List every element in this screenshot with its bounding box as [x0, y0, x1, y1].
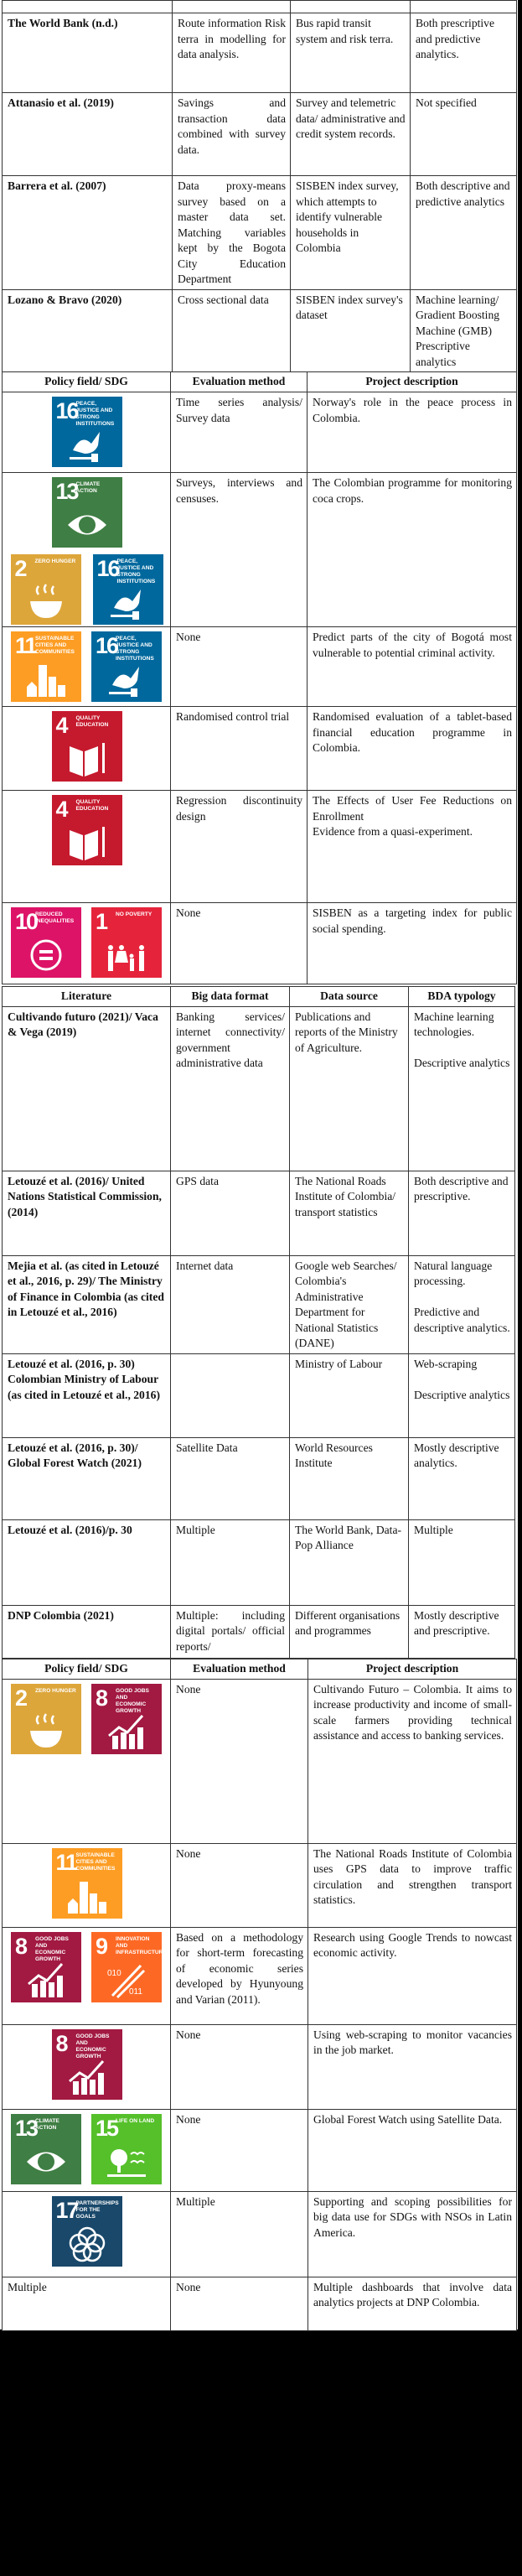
- format-cell: GPS data: [171, 1171, 290, 1255]
- description-cell: Predict parts of the city of Bogotá most vulnerable to potential criminal activity.: [308, 627, 517, 707]
- table-row: [3, 1255, 515, 1353]
- sdg-8-badge: [52, 2029, 122, 2100]
- method-cell: None: [171, 2024, 308, 2109]
- table-row: [3, 791, 517, 903]
- sdg-number: 17: [55, 2197, 78, 2223]
- table-row: [3, 1006, 515, 1171]
- literature-cell: Letouzé et al. (2016, p. 30) Colombian Ministry of Labour (as cited in Letouzé et al., 2016): [3, 1353, 171, 1437]
- sdg-title: LIFE ON LAND: [116, 2117, 155, 2124]
- table-row: [3, 473, 517, 627]
- table-row: [3, 1843, 517, 1927]
- policy-field-text: Multiple: [3, 2277, 171, 2330]
- typology-cell: Not specified: [411, 93, 517, 176]
- sdg-number: 9: [96, 1933, 107, 1959]
- table-row: [3, 1, 517, 13]
- sdg-title: GOOD JOBS AND ECONOMIC GROWTH: [35, 1935, 69, 1962]
- sdg-number: 2: [15, 1685, 27, 1711]
- sdg-1-badge: [91, 907, 162, 978]
- sdg-2-badge: [11, 1684, 81, 1754]
- literature-cell: Mejia et al. (as cited in Letouzé et al., 2016, p. 29)/ The Ministry of Finance in Colombia (as cited in Letouzé et al., 2016): [3, 1255, 171, 1353]
- description-cell: The National Roads Institute of Colombia uses GPS data to improve traffic circulation and strengthen transport statistics.: [308, 1843, 517, 1927]
- sdg-number: 16: [96, 556, 119, 581]
- sdg-icon-group: [8, 2112, 166, 2184]
- sdg-number: 4: [55, 713, 67, 738]
- sdg-title: PEACE, JUSTICE AND STRONG INSTITUTIONS: [75, 401, 115, 427]
- sdg-icons-cell: [3, 392, 171, 473]
- sdg-icons-cell: [3, 1679, 171, 1843]
- sdg-icon-group: [8, 395, 166, 467]
- source-cell: Publications and reports of the Ministry of Agriculture.: [290, 1006, 409, 1171]
- table-row: [3, 903, 517, 984]
- format-cell: Internet data: [171, 1255, 290, 1353]
- column-header: Policy field/ SDG: [3, 1659, 171, 1680]
- method-cell: None: [171, 2109, 308, 2191]
- literature-table-2: [2, 986, 515, 1659]
- format-cell: [171, 1353, 290, 1437]
- source-cell: World Resources Institute: [290, 1437, 409, 1519]
- format-cell: Multiple: [171, 1519, 290, 1605]
- typology-cell: Machine learning technologies. Descriptive analytics: [409, 1006, 515, 1171]
- sdg-number: 16: [55, 398, 78, 423]
- description-cell: The Colombian programme for monitoring coca crops.: [308, 473, 517, 627]
- description-cell: Research using Google Trends to nowcast economic activity.: [308, 1927, 517, 2024]
- description-cell: Using web-scraping to monitor vacancies in the job market.: [308, 2024, 517, 2109]
- method-cell: Time series analysis/ Survey data: [171, 392, 308, 473]
- table-row: [3, 13, 517, 93]
- sdg-title: PARTNERSHIPS FOR THE GOALS: [75, 2199, 119, 2220]
- literature-cell: Attanasio et al. (2019): [3, 93, 173, 176]
- table-row: [3, 627, 517, 707]
- table-row: [3, 1605, 515, 1658]
- sdg-number: 8: [15, 1933, 27, 1959]
- method-cell: Randomised control trial: [171, 707, 308, 791]
- format-cell: Savings and transaction data combined with survey data.: [173, 93, 291, 176]
- table-header-row: [3, 1659, 517, 1680]
- sdg-title: NO POVERTY: [116, 911, 152, 917]
- sdg-title: GOOD JOBS AND ECONOMIC GROWTH: [75, 2033, 110, 2059]
- source-cell: The World Bank, Data-Pop Alliance: [290, 1519, 409, 1605]
- table-row: [3, 2277, 517, 2330]
- column-header: Literature: [3, 987, 171, 1007]
- sdg-icon-group: [8, 1682, 166, 1754]
- sdg-11-badge: [52, 1848, 122, 1919]
- sdg-icons-cell: [3, 627, 171, 707]
- sdg-8-badge: [11, 1932, 81, 2002]
- method-cell: None: [171, 627, 308, 707]
- column-header: BDA typology: [409, 987, 515, 1007]
- format-cell: Banking services/ internet connectivity/ government administrative data: [171, 1006, 290, 1171]
- typology-cell: Machine learning/ Gradient Boosting Machine (GMB) Prescriptive analytics: [411, 289, 517, 372]
- sdg-icon-group: [8, 709, 166, 782]
- sdg-icons-cell: [3, 1843, 171, 1927]
- method-cell: Based on a methodology for short-term forecasting of economic series developed by Hyunyoung and Varian (2011).: [171, 1927, 308, 2024]
- table-row: [3, 93, 517, 176]
- typology-cell: Both descriptive and prescriptive.: [409, 1171, 515, 1255]
- literature-cell: Cultivando futuro (2021)/ Vaca & Vega (2019): [3, 1006, 171, 1171]
- typology-cell: Natural language processing. Predictive and descriptive analytics.: [409, 1255, 515, 1353]
- sdg-16-badge: [93, 554, 163, 625]
- method-cell: None: [171, 2277, 308, 2330]
- sdg-number: 2: [14, 556, 26, 581]
- column-header: Policy field/ SDG: [3, 372, 171, 392]
- description-cell: Randomised evaluation of a tablet-based financial education programme in Colombia.: [308, 707, 517, 791]
- sdg-13-badge: [11, 2114, 81, 2184]
- method-cell: Multiple: [171, 2191, 308, 2277]
- svg-text:011: 011: [129, 1987, 142, 1997]
- sdg-15-badge: [91, 2114, 162, 2184]
- sdg-number: 11: [15, 633, 36, 658]
- sdg-title: SUSTAINABLE CITIES AND COMMUNITIES: [75, 1852, 116, 1872]
- sdg-title: QUALITY EDUCATION: [75, 799, 109, 812]
- format-cell: Route information Risk terra in modelling for data analysis.: [173, 13, 291, 93]
- typology-cell: [411, 1, 517, 13]
- sdg-number: 13: [15, 2115, 38, 2141]
- sdg-icons-cell: [3, 2024, 171, 2109]
- sdg-icons-cell: [3, 2191, 171, 2277]
- typology-cell: Both prescriptive and predictive analytics.: [411, 13, 517, 93]
- format-cell: [173, 1, 291, 13]
- table-row: [3, 2109, 517, 2191]
- sdg-icons-cell: [3, 473, 171, 627]
- sdg-icons-cell: [3, 2109, 171, 2191]
- table-header-row: [3, 987, 515, 1007]
- format-cell: Cross sectional data: [173, 289, 291, 372]
- source-cell: Ministry of Labour: [290, 1353, 409, 1437]
- sdg-16-badge: [52, 397, 122, 467]
- table-row: [3, 2191, 517, 2277]
- source-cell: Bus rapid transit system and risk terra.: [291, 13, 411, 93]
- format-cell: Multiple: including digital portals/ official reports/: [171, 1605, 290, 1658]
- sdg-icon-group: [8, 1930, 166, 2002]
- method-cell: None: [171, 1679, 308, 1843]
- policy-sdg-table-2: [2, 1659, 517, 2331]
- table-row: [3, 1171, 515, 1255]
- sdg-title: ZERO HUNGER: [34, 558, 76, 564]
- format-cell: Data proxy-means survey based on a master data set. Matching variables kept by the Bogota City Education Department: [173, 176, 291, 290]
- table-row: [3, 1679, 517, 1843]
- sdg-11-badge: [11, 631, 81, 702]
- sdg-icon-group: [8, 2194, 166, 2267]
- table-row: [3, 176, 517, 290]
- sdg-title: SUSTAINABLE CITIES AND COMMUNITIES: [35, 636, 75, 655]
- description-cell: Multiple dashboards that involve data analytics projects at DNP Colombia.: [308, 2277, 517, 2330]
- literature-cell: DNP Colombia (2021): [3, 1605, 171, 1658]
- table-row: [3, 2024, 517, 2109]
- literature-table-continued: [2, 0, 517, 372]
- sdg-icon-group: [8, 630, 166, 702]
- sdg-icon-group: [8, 2028, 166, 2100]
- literature-cell: The World Bank (n.d.): [3, 13, 173, 93]
- column-header: Project description: [308, 372, 517, 392]
- column-header: Evaluation method: [171, 372, 308, 392]
- sdg-title: QUALITY EDUCATION: [75, 715, 109, 728]
- table-row: [3, 1437, 515, 1519]
- sdg-title: PEACE, JUSTICE AND STRONG INSTITUTIONS: [116, 558, 156, 584]
- method-cell: None: [171, 903, 308, 984]
- method-cell: Surveys, interviews and censuses.: [171, 473, 308, 627]
- description-cell: Cultivando Futuro – Colombia. It aims to increase productivity and income of small-scale farmers providing technical assistance and access to banking services.: [308, 1679, 517, 1843]
- column-header: Big data format: [171, 987, 290, 1007]
- method-cell: Regression discontinuity design: [171, 791, 308, 903]
- sdg-number: 8: [96, 1685, 107, 1711]
- sdg-icon-group: [8, 793, 166, 865]
- sdg-number: 13: [55, 479, 78, 504]
- literature-cell: Letouzé et al. (2016, p. 30)/ Global Forest Watch (2021): [3, 1437, 171, 1519]
- sdg-4-badge: [52, 711, 122, 782]
- typology-cell: Web-scraping Descriptive analytics: [409, 1353, 515, 1437]
- table-row: [3, 289, 517, 372]
- sdg-4-badge: [52, 795, 122, 865]
- sdg-number: 1: [96, 909, 107, 934]
- table-row: [3, 1927, 517, 2024]
- sdg-title: PEACE, JUSTICE AND STRONG INSTITUTIONS: [116, 636, 154, 662]
- description-cell: SISBEN as a targeting index for public social spending.: [308, 903, 517, 984]
- table-row: [3, 1519, 515, 1605]
- column-header: Data source: [290, 987, 409, 1007]
- sdg-icons-cell: [3, 903, 171, 984]
- source-cell: Google web Searches/ Colombia's Administrative Department for National Statistics (DANE): [290, 1255, 409, 1353]
- sdg-icon-group: [8, 1846, 166, 1919]
- table-header-row: [3, 372, 517, 392]
- sdg-icons-cell: [3, 707, 171, 791]
- sdg-title: CLIMATE ACTION: [35, 2117, 59, 2131]
- source-cell: SISBEN index survey, which attempts to identify vulnerable households in Colombia: [291, 176, 411, 290]
- sdg-icons-cell: [3, 1927, 171, 2024]
- column-header: Evaluation method: [171, 1659, 308, 1680]
- sdg-number: 16: [96, 633, 118, 658]
- typology-cell: Both descriptive and predictive analytics: [411, 176, 517, 290]
- source-cell: Survey and telemetric data/ administrative and credit system records.: [291, 93, 411, 176]
- table-row: [3, 392, 517, 473]
- literature-cell: Lozano & Bravo (2020): [3, 289, 173, 372]
- sdg-2-badge: [11, 554, 81, 625]
- typology-cell: Mostly descriptive analytics.: [409, 1437, 515, 1519]
- sdg-icon-group: [8, 475, 166, 625]
- sdg-number: 4: [55, 797, 67, 822]
- sdg-title: CLIMATE ACTION: [75, 481, 101, 494]
- policy-sdg-table-1: [2, 371, 517, 984]
- svg-text:010: 010: [107, 1968, 121, 1978]
- literature-cell: Letouzé et al. (2016)/p. 30: [3, 1519, 171, 1605]
- typology-cell: Multiple: [409, 1519, 515, 1605]
- sdg-title: ZERO HUNGER: [35, 1687, 76, 1694]
- sdg-13-badge: [52, 477, 122, 548]
- source-cell: The National Roads Institute of Colombia/ transport statistics: [290, 1171, 409, 1255]
- sdg-8-badge: [91, 1684, 162, 1754]
- literature-cell: [3, 1, 173, 13]
- sdg-number: 11: [55, 1849, 77, 1875]
- sdg-number: 10: [15, 909, 38, 934]
- description-cell: The Effects of User Fee Reductions on Enrollment Evidence from a quasi-experiment.: [308, 791, 517, 903]
- sdg-title: GOOD JOBS AND ECONOMIC GROWTH: [116, 1687, 149, 1714]
- source-cell: Different organisations and programmes: [290, 1605, 409, 1658]
- literature-cell: Barrera et al. (2007): [3, 176, 173, 290]
- sdg-title: REDUCED INEQUALITIES: [35, 911, 75, 924]
- method-cell: None: [171, 1843, 308, 1927]
- sdg-16-badge: [91, 631, 162, 702]
- literature-cell: Letouzé et al. (2016)/ United Nations Statistical Commission, (2014): [3, 1171, 171, 1255]
- sdg-10-badge: [11, 907, 81, 978]
- source-cell: [291, 1, 411, 13]
- column-header: Project description: [308, 1659, 517, 1680]
- sdg-number: 15: [96, 2115, 118, 2141]
- sdg-title: INNOVATION AND INFRASTRUCTURE: [116, 1935, 167, 1955]
- sdg-number: 8: [55, 2030, 67, 2056]
- description-cell: Supporting and scoping possibilities for big data use for SDGs with NSOs in Latin America.: [308, 2191, 517, 2277]
- source-cell: SISBEN index survey's dataset: [291, 289, 411, 372]
- description-cell: Global Forest Watch using Satellite Data.: [308, 2109, 517, 2191]
- table-row: [3, 1353, 515, 1437]
- description-cell: Norway's role in the peace process in Colombia.: [308, 392, 517, 473]
- sdg-icons-cell: [3, 791, 171, 903]
- sdg-17-badge: [52, 2196, 122, 2267]
- format-cell: Satellite Data: [171, 1437, 290, 1519]
- sdg-icon-group: [8, 906, 166, 978]
- table-row: [3, 707, 517, 791]
- sdg-9-badge: [91, 1932, 167, 2002]
- typology-cell: Mostly descriptive and prescriptive.: [409, 1605, 515, 1658]
